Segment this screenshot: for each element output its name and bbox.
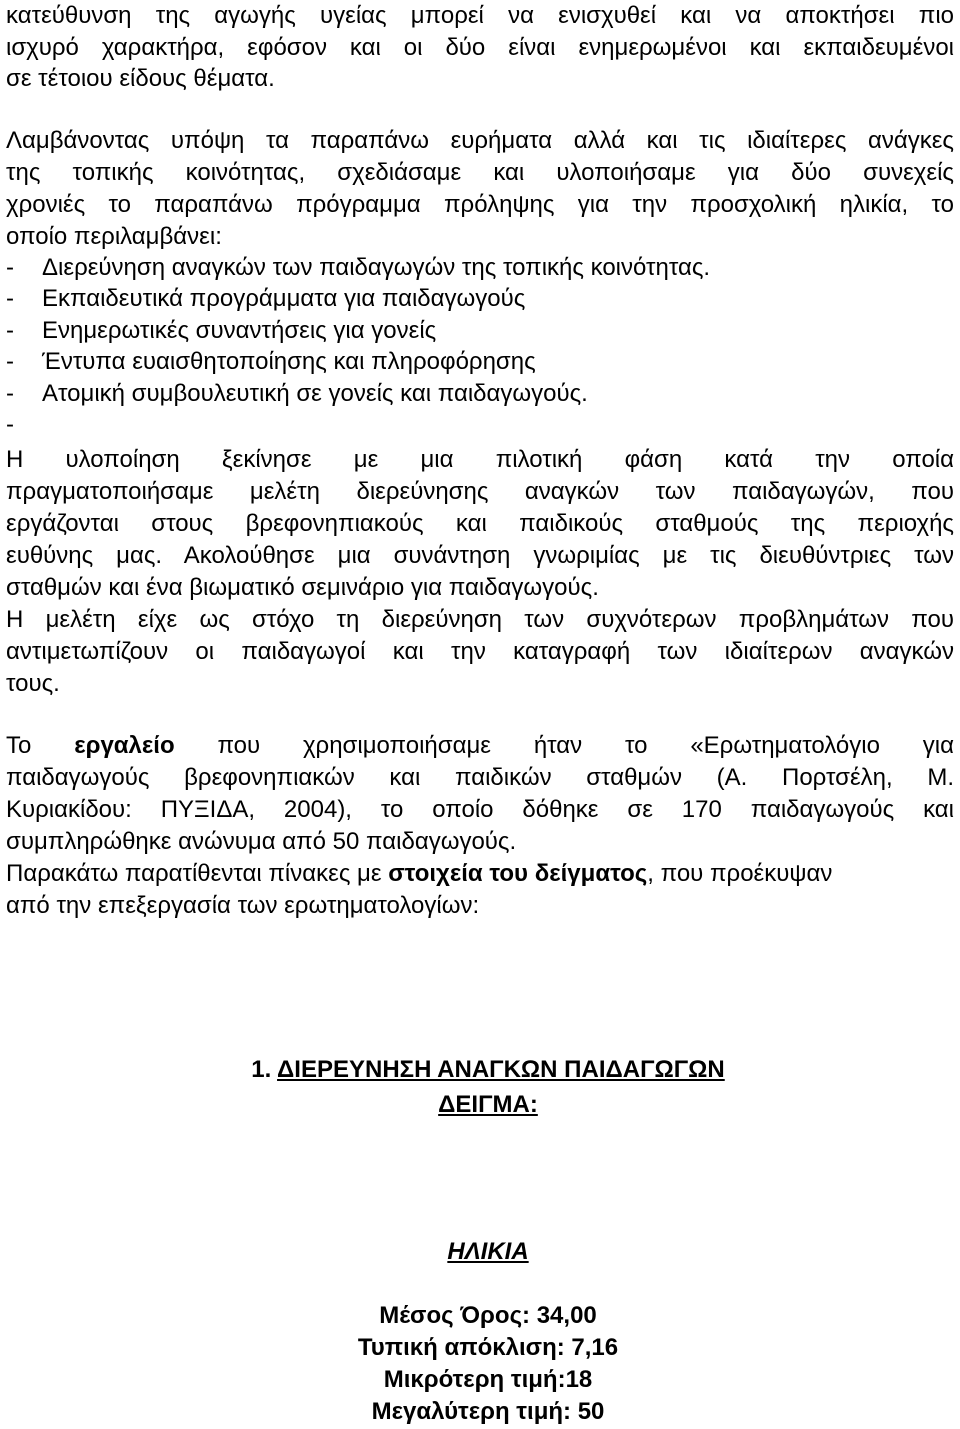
- list-item: [6, 283, 525, 314]
- age-mean: Μέσος Όρος: 34,00: [379, 1302, 597, 1329]
- text-line: συμπληρώθηκε ανώνυμα από 50 παιδαγωγούς.: [6, 828, 517, 855]
- age-min: Μικρότερη τιμή:18: [383, 1366, 593, 1393]
- age-title: ΗΛΙΚΙΑ: [447, 1238, 529, 1265]
- list-dash: -: [6, 285, 14, 312]
- text-line: εργάζονται στους βρεφονηπιακούς και παιδικούς σταθμούς της περιοχής: [6, 510, 954, 537]
- text-span: Το: [6, 732, 75, 759]
- list-item-text: Έντυπα ευαισθητοποίησης και πληροφόρησης: [42, 348, 536, 375]
- sample-label: ΔΕΙΓΜΑ:: [438, 1091, 538, 1118]
- section-heading: [14, 1054, 960, 1085]
- list-item-text: Ενημερωτικές συναντήσεις για γονείς: [42, 317, 437, 344]
- list-item-text: Ατομική συμβουλευτική σε γονείς και παιδαγωγούς.: [42, 380, 588, 407]
- bold-term: εργαλείο: [74, 732, 175, 759]
- text-line: κατεύθυνση της αγωγής υγείας μπορεί να ενισχυθεί και να αποκτήσει πιο: [6, 2, 954, 29]
- text-line: [6, 858, 954, 889]
- text-line: οποίο περιλαμβάνει:: [6, 223, 222, 250]
- text-line: παιδαγωγούς βρεφονηπιακών και παιδικών σταθμών (Α. Πορτσέλη, Μ.: [6, 764, 954, 791]
- text-line: ισχυρό χαρακτήρα, εφόσον και οι δύο είναι ενημερωμένοι και εκπαιδευμένοι: [6, 34, 954, 61]
- text-line: σταθμών και ένα βιωματικό σεμινάριο για παιδαγωγούς.: [6, 574, 599, 601]
- section-title: ΔΙΕΡΕΥΝΗΣΗ ΑΝΑΓΚΩΝ ΠΑΙΔΑΓΩΓΩΝ: [277, 1056, 725, 1083]
- sample-heading: [14, 1089, 960, 1120]
- text-line: Η υλοποίηση ξεκίνησε με μια πιλοτική φάση κατά την οποία: [6, 446, 954, 473]
- text-span: Παρακάτω παρατίθενται πίνακες με: [6, 860, 389, 887]
- list-item: [6, 409, 42, 440]
- text-span: που χρησιμοποιήσαμε ήταν το «Ερωτηματολόγιο για: [217, 732, 954, 759]
- list-item-text: Εκπαιδευτικά προγράμματα για παιδαγωγούς: [42, 285, 526, 312]
- list-item: [6, 252, 710, 283]
- list-item: [6, 346, 536, 377]
- list-dash: -: [6, 254, 14, 281]
- text-line: από την επεξεργασία των ερωτηματολογίων:: [6, 892, 480, 919]
- list-item: [6, 378, 588, 409]
- text-line: τους.: [6, 670, 60, 697]
- section-number: 1.: [251, 1056, 278, 1083]
- list-dash: -: [6, 411, 14, 438]
- list-dash: -: [6, 348, 14, 375]
- age-sd: Τυπική απόκλιση: 7,16: [357, 1334, 619, 1361]
- text-line: αντιμετωπίζουν οι παιδαγωγοί και την καταγραφή των ιδιαίτερων αναγκών: [6, 638, 954, 665]
- text-line: Κυριακίδου: ΠΥΞΙΔΑ, 2004), το οποίο δόθηκε σε 170 παιδαγωγούς και: [6, 796, 954, 823]
- text-line: Λαμβάνοντας υπόψη τα παραπάνω ευρήματα αλλά και τις ιδιαίτερες ανάγκες: [6, 127, 954, 154]
- list-dash: -: [6, 380, 14, 407]
- list-item-text: Διερεύνηση αναγκών των παιδαγωγών της τοπικής κοινότητας.: [42, 254, 711, 281]
- bold-term: στοιχεία του δείγματος: [388, 860, 648, 887]
- text-line: Η μελέτη είχε ως στόχο τη διερεύνηση των συχνότερων προβλημάτων που: [6, 606, 954, 633]
- text-line: ευθύνης μας. Ακολούθησε μια συνάντηση γνωριμίας με τις διευθύντριες των: [6, 542, 954, 569]
- text-line: σε τέτοιου είδους θέματα.: [6, 65, 275, 92]
- list-item: [6, 315, 436, 346]
- text-line: [6, 730, 954, 761]
- age-max: Μεγαλύτερη τιμή: 50: [371, 1398, 605, 1425]
- text-span: , που προέκυψαν: [647, 860, 833, 887]
- text-line: πραγματοποιήσαμε μελέτη διερεύνησης αναγκών των παιδαγωγών, που: [6, 478, 954, 505]
- list-dash: -: [6, 317, 14, 344]
- age-heading: [14, 1236, 960, 1267]
- text-line: χρονιές το παραπάνω πρόγραμμα πρόληψης για την προσχολική ηλικία, το: [6, 191, 954, 218]
- text-line: της τοπικής κοινότητας, σχεδιάσαμε και υλοποιήσαμε για δύο συνεχείς: [6, 159, 954, 186]
